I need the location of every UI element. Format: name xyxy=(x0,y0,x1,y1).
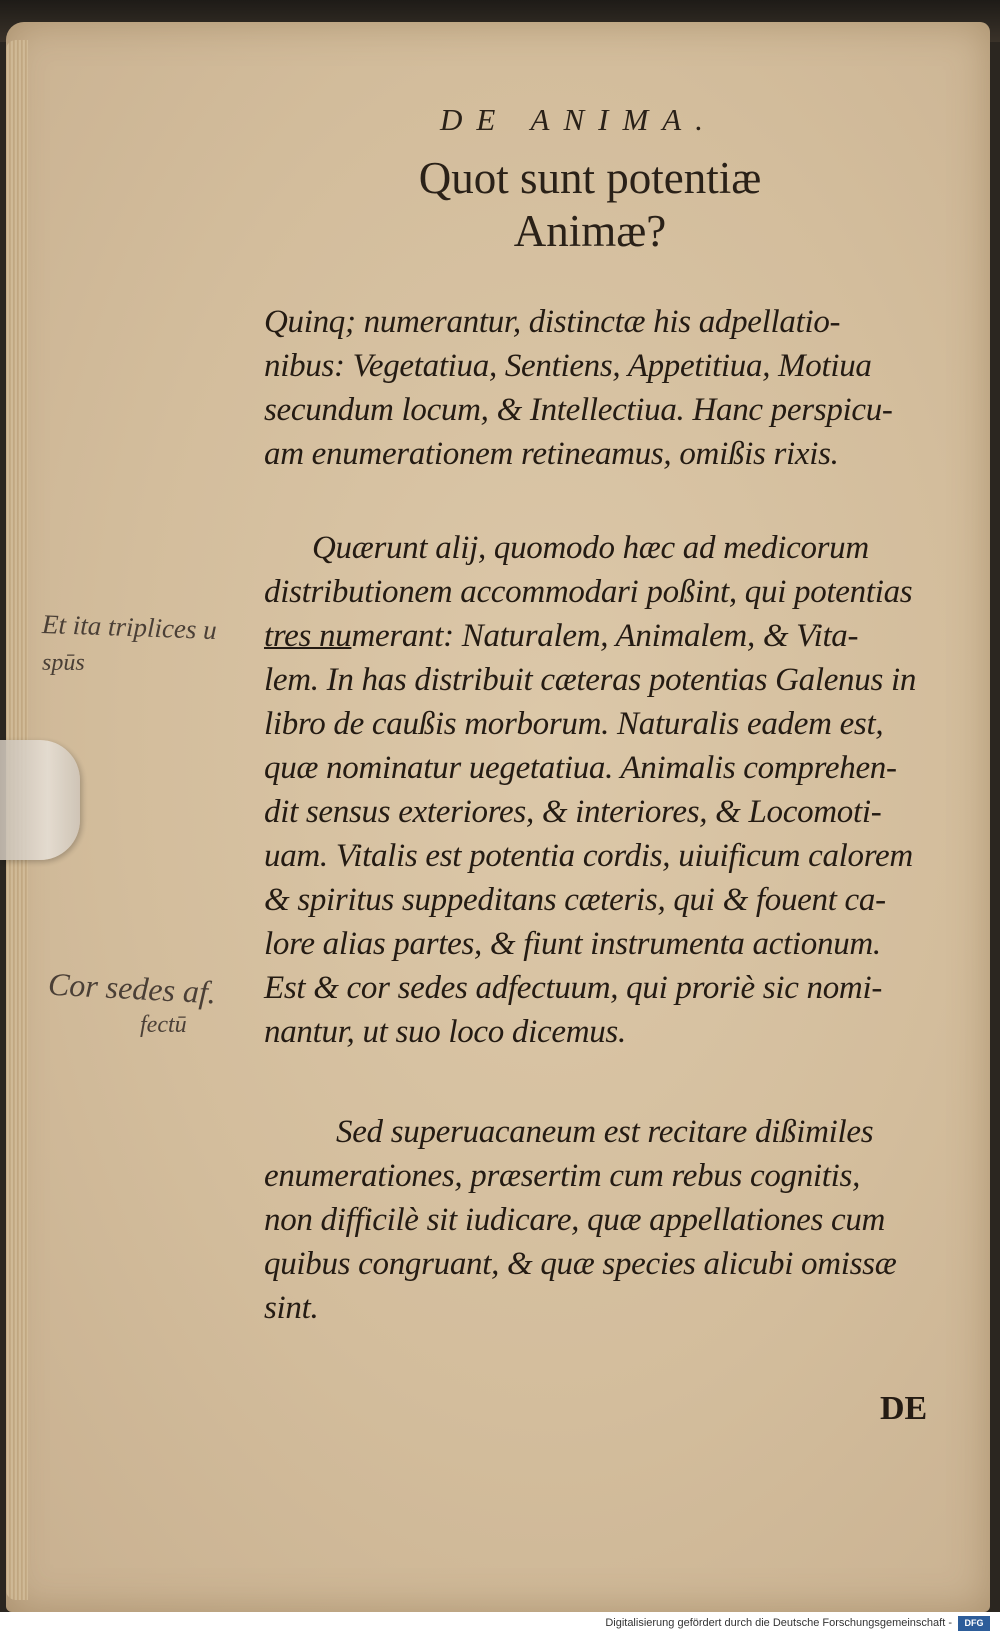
text-line: Quærunt alij, quomodo hæc ad medicorum xyxy=(312,530,869,566)
text-line: Sed superuacaneum est recitare dißimiles xyxy=(336,1114,874,1150)
text-line: secundum locum, & Intellectiua. Hanc perspicu- xyxy=(264,392,893,428)
page-clip xyxy=(0,740,80,860)
dfg-logo-icon: DFG xyxy=(958,1616,990,1631)
text-line: quæ nominatur uegetatiua. Animalis comprehen- xyxy=(264,750,897,786)
text-line: lem. In has distribuit cæteras potentias Galenus in xyxy=(264,662,917,698)
text-line: am enumerationem retineamus, omißis rixis. xyxy=(264,436,839,472)
margin-note: Et ita triplices u xyxy=(41,608,218,646)
text-line: dit sensus exteriores, & interiores, & Locomoti- xyxy=(264,794,882,830)
paragraph-3 xyxy=(264,1110,954,1330)
catchword: DE xyxy=(880,1390,928,1427)
text-line: lore alias partes, & fiunt instrumenta actionum. xyxy=(264,926,881,962)
title-line: Animæ? xyxy=(513,206,667,256)
text-line: distributionem accommodari poßint, qui potentias xyxy=(264,574,913,610)
underlined-text: tres nu xyxy=(264,618,352,654)
footer-bar xyxy=(0,1612,1000,1636)
text-line: non difficilè sit iudicare, quæ appellationes cum xyxy=(264,1202,886,1238)
text-line: & spiritus suppeditans cæteris, qui & fouent ca- xyxy=(264,882,886,918)
title-line: Quot sunt potentiæ xyxy=(418,153,762,203)
text-line: quibus congruant, & quæ species alicubi omissæ xyxy=(264,1246,897,1282)
text-line xyxy=(264,614,954,658)
text-line: sint. xyxy=(264,1290,319,1326)
page-title xyxy=(360,152,820,258)
footer-credit: Digitalisierung gefördert durch die Deutsche Forschungsgemeinschaft - xyxy=(605,1617,952,1629)
paragraph-1 xyxy=(264,300,954,476)
margin-note: spūs xyxy=(42,650,85,676)
text-line: Est & cor sedes adfectuum, qui proriè sic nomi- xyxy=(264,970,883,1006)
paragraph-2 xyxy=(264,526,954,1054)
text-line: Quinq; numerantur, distinctæ his adpellatio- xyxy=(264,304,841,340)
text-line: libro de caußis morborum. Naturalis eadem est, xyxy=(264,706,884,742)
text-line: nantur, ut suo loco dicemus. xyxy=(264,1014,626,1050)
margin-note: fectū xyxy=(140,1012,187,1038)
text-line: uam. Vitalis est potentia cordis, uiuificum calorem xyxy=(264,838,913,874)
running-head: DE ANIMA. xyxy=(440,102,717,137)
text-segment: merant: Naturalem, Animalem, & Vita- xyxy=(351,618,859,654)
text-line: nibus: Vegetatiua, Sentiens, Appetitiua, Motiua xyxy=(264,348,872,384)
margin-note: Cor sedes af. xyxy=(47,965,217,1011)
text-line: enumerationes, præsertim cum rebus cognitis, xyxy=(264,1158,861,1194)
